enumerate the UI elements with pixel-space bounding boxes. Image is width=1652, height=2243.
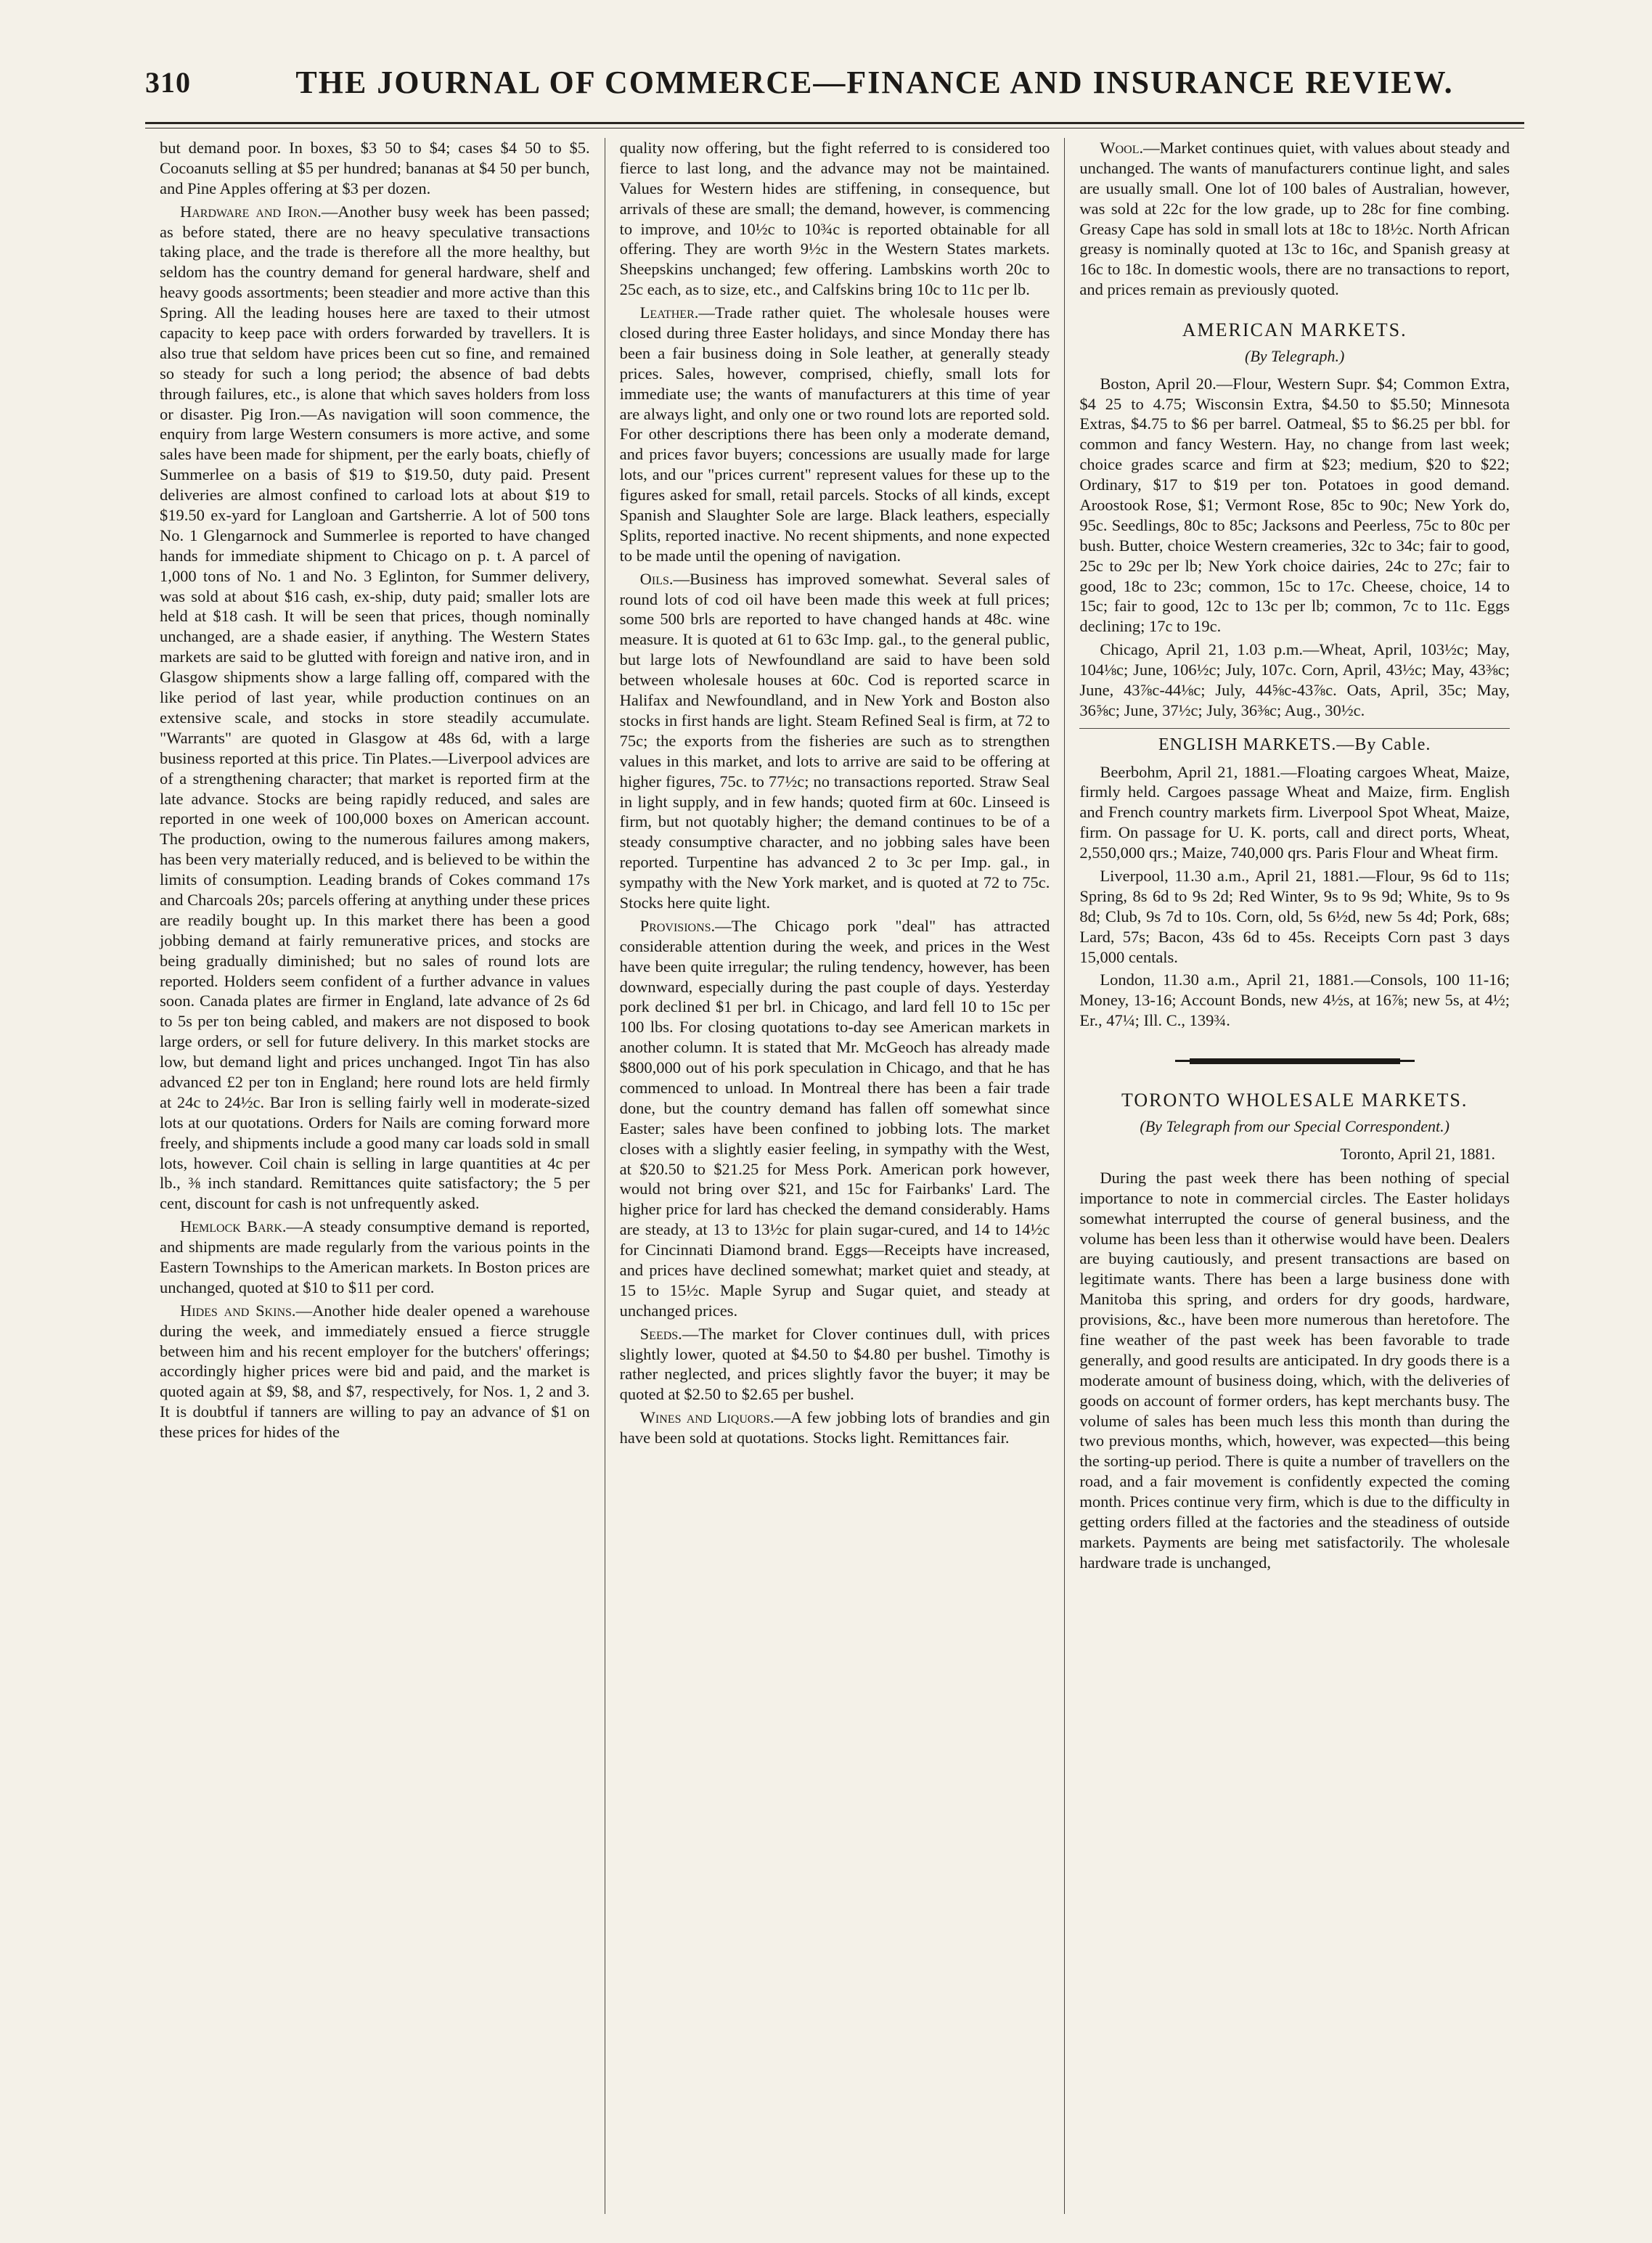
section-head-hardware: Hardware and Iron. [180, 202, 322, 221]
page-header [145, 57, 1517, 107]
section-body-hardware: —Another busy week has been passed; as before stated, there are no heavy speculative transactions taking place, and the trade is therefore all the more healthy, but seldom has the country demand for general hardware, shelf and heavy goods assortments; been steadier and more active than this Spring. All the leading houses here are taxed to their utmost capacity to keep pace with orders forwarded by travellers. It is also true that seldom have prices been cut so fine, and remained so steady for such a long period; the absence of bad debts through failures, etc., is alone that which saves holders from loss or disaster. Pig Iron.—As navigation will soon commence, the enquiry from large Western consumers is more active, and some sales have been made for shipment, per the early boats, chiefly of Summerlee on a basis of $19 to $19.50, duty paid. Present deliveries are almost confined to carload lots at about $19 to $19.50 ex-yard for Langloan and Gartsherrie. A lot of 500 tons No. 1 Glengarnock and Summerlee is reported to have changed hands for immediate shipment to Chicago on p. t. A parcel of 1,000 tons of No. 1 and No. 3 Eglinton, for Summer delivery, was sold at about $16 cash, ex-ship, duty paid; smaller lots are held at $18 cash. It will be seen that prices, though nominally unchanged, are a shade easier, if anything. The Western States markets are said to be glutted with foreign and native iron, and in Glasgow shipments show a large falling off, compared with the like period of last year, while production continues on an extensive scale, and stocks in store steadily accumulate. "Warrants" are quoted in Glasgow at 48s 6d, with a large business reported at this price. Tin Plates.—Liverpool advices are of a strengthening character; that market is reported firm at the late advance. Stocks are being rapidly reduced, and sales are reported in one week of 100,000 boxes on American account. The production, owing to the numerous failures among makers, has been very materially reduced, and is believed to be within the limits of consumption. Leading brands of Cokes command 17s and Charcoals 20s; parcels offering at anything under these prices are readily bought up. In this market there has been a good jobbing demand at fairly remunerative prices, and stocks are being gradually diminished; but no sales of round lots are reported. Holders seem confident of a further advance in values soon. Canada plates are firmer in England, late advance of 2s 6d to 5s per ton being cabled, and makers are not disposed to book large orders, or sell for future delivery. In this market stocks are low, but demand light and prices unchanged. Ingot Tin has also advanced £2 per ton in England; here round lots are held firmly at 24c to 24½c. Bar Iron is selling fairly well in moderate-sized lots at our quotations. Orders for Nails are coming forward more freely, and shipments include a good many car loads sold in small lots, however. Coil chain is selling in large quantities at 4c per lb., ⅜ inch standard. Remittances quite satisfactory; the 5 per cent, discount for cash is not unfrequently asked. [160, 202, 590, 1213]
paragraph-hides [160, 1301, 590, 1442]
section-divider-ornament [1175, 1055, 1415, 1067]
paragraph-seeds [620, 1324, 1050, 1405]
article-columns [145, 138, 1524, 2214]
toronto-dateline: Toronto, April 21, 1881. [1340, 1144, 1496, 1163]
paragraph-leather [620, 303, 1050, 566]
column-3 [1064, 138, 1524, 2214]
section-head-leather: Leather. [639, 303, 699, 322]
column-1 [145, 138, 605, 2214]
section-head-wines: Wines and Liquors. [639, 1408, 774, 1427]
english-markets-title: ENGLISH MARKETS.—By Cable. [1079, 728, 1510, 756]
paragraph-wines [620, 1408, 1050, 1448]
paragraph-boston: Boston, April 20.—Flour, Western Supr. $4; Common Extra, $4 25 to 4.75; Wisconsin Extra, $4.50 to $5.50; Minnesota Extras, $4.75 to $6 per barrel. Oatmeal, $5 to $6.25 per bbl. for common and fancy Western. Hay, no change from last week; choice grades scarce and firm at $23; medium, $20 to $22; Ordinary, $17 to $19 per ton. Potatoes in good demand. Aroostook Rose, $1; Vermont Rose, 85c to 90c; New York do, 95c. Seedlings, 80c to 85c; Jacksons and Peerless, 75c to 80c per bush. Butter, choice Western creameries, 32c to 34c; fair to good, 25c to 29c per lb; New York choice dairies, 24c to 27c; fair to good, 18c to 23c; common, 15c to 17c. Cheese, choice, 14 to 15c; fair to good, 12c to 13c per lb; common, 7c to 11c. Eggs declining; 17c to 19c. [1079, 374, 1510, 636]
section-body-wool: —Market continues quiet, with values about steady and unchanged. The wants of manufacturers continue light, and sales are usually small. One lot of 100 bales of Australian, however, was sold at 22c for the low grade, up to 28c for fine combing. Greasy Cape has sold in small lots at 18c to 18½c. North African greasy is nominally quoted at 13c to 16c, and Spanish greasy at 16c to 18c. In domestic wools, there are no transactions to report, and prices remain as previously quoted. [1079, 139, 1510, 299]
paragraph-beerbohm: Beerbohm, April 21, 1881.—Floating cargoes Wheat, Maize, firmly held. Cargoes passage Wheat and Maize, firm. English and French country markets firm. Liverpool Spot Wheat, Maize, firm. On passage for U. K. ports, call and direct ports, Wheat, 2,550,000 qrs.; Maize, 740,000 qrs. Paris Flour and Wheat firm. [1079, 762, 1510, 862]
section-body-hides: —Another hide dealer opened a warehouse during the week, and immediately ensued a fierce struggle between him and his recent employer for the butchers' offerings; accordingly higher prices were bid and paid, and the market is quoted again at $9, $8, and $7, respectively, for Nos. 1, 2 and 3. It is doubtful if tanners are willing to pay an advance of $1 on these prices for hides of the [160, 1301, 590, 1442]
section-head-wool: Wool. [1100, 139, 1144, 157]
section-head-provisions: Provisions. [639, 916, 716, 935]
toronto-markets-subtitle: (By Telegraph from our Special Correspondent.) [1140, 1117, 1449, 1136]
section-head-oils: Oils. [639, 569, 674, 588]
section-body-hemlock: —A steady consumptive demand is reported, and shipments are made regularly from the various points in the Eastern Townships to the American markets. In Boston prices are unchanged, quoted at $10 to $11 per cord. [160, 1217, 590, 1296]
paragraph-hardware [160, 202, 590, 1214]
section-body-leather: —Trade rather quiet. The wholesale houses were closed during three Easter holidays, and since Monday there has been a fair business doing in Sole leather, at generally steady prices. Sales, however, comprised, chiefly, small lots for immediate use; the wants of manufacturers at this time of year are always light, and only one or two round lots are reported sold. For other descriptions there has been only a moderate demand, and prices favor buyers; concessions are usually made for large lots, and our "prices current" represent values for these up to the figures asked for small, retail parcels. Stocks of all kinds, except Spanish and Slaughter Sole are large. Black leathers, especially Splits, reported inactive. No recent shipments, and none expected to be made until the opening of navigation. [619, 303, 1050, 565]
paragraph-london: London, 11.30 a.m., April 21, 1881.—Consols, 100 11-16; Money, 13-16; Account Bonds, new 4½s, at 16⅞; new 5s, at 4½; Er., 47¼; Ill. C., 139¾. [1079, 971, 1510, 1030]
paragraph-wool [1079, 138, 1510, 300]
paragraph-toronto: During the past week there has been nothing of special importance to note in commercial circles. The Easter holidays somewhat interrupted the course of general business, and the volume has been less than it otherwise would have been. Dealers are buying cautiously, and present transactions are based on legitimate wants. There has been a large business done with Manitoba this spring, and orders for dry goods, hardware, provisions, &c., have been more numerous than heretofore. The fine weather of the past week has been favorable to trade generally, and good results are anticipated. In dry goods there is a moderate amount of business doing, which, with the deliveries of goods on account of former orders, has kept merchants busy. The volume of sales has been much less this month than during the two previous months, which, however, was expected—this being the sorting-up period. There is quite a number of travellers on the road, and a fair movement is confidently expected the coming month. Prices continue very firm, which is due to the difficulty in getting orders filled at the factories and the steadiness of outside markets. Payments are being met satisfactorily. The wholesale hardware trade is unchanged, [1079, 1168, 1510, 1572]
paragraph-hides-cont: quality now offering, but the fight referred to is considered too fierce to last long, and the advance may not be maintained. Values for Western hides are stiffening, in consequence, but arrivals of these are small; the demand, however, is commencing to improve, and 10½c to 10¾c is reported obtainable for all offering. They are worth 9½c in the Western States markets. Sheepskins unchanged; few offering. Lambskins worth 20c to 25c each, as to size, etc., and Calfskins bring 10c to 11c per lb. [619, 139, 1050, 299]
paragraph-liverpool: Liverpool, 11.30 a.m., April 21, 1881.—Flour, 9s 6d to 11s; Spring, 8s 6d to 9s 2d; Red Winter, 9s to 9s 9d; White, 9s to 9s 8d; Club, 9s 7d to 10s. Corn, old, 5s 6½d, new 5s 4d; Pork, 68s; Lard, 57s; Bacon, 43s 6d to 45s. Receipts Corn past 3 days 15,000 centals. [1079, 866, 1510, 966]
column-2 [605, 138, 1065, 2214]
paragraph-hemlock [160, 1217, 590, 1298]
section-body-seeds: —The market for Clover continues dull, with prices slightly lower, quoted at $4.50 to $4.80 per bushel. Timothy is rather neglected, and prices slightly favor the buyer; it may be quoted at $2.50 to $2.65 per bushel. [619, 1324, 1050, 1404]
section-body-provisions: —The Chicago pork "deal" has attracted considerable attention during the week, and prices in the West have been quite irregular; the ruling tendency, however, has been downward, especially during the past couple of days. Yesterday pork declined $1 per brl. in Chicago, and lard fell 10 to 15c per 100 lbs. For closing quotations to-day see American markets in another column. It is stated that Mr. McGeoch has already made $800,000 out of his pork speculation in Chicago, and that he has commenced to unload. In Montreal there has been a fair trade done, but the country demand has fallen off somewhat since Easter; sales have been confined to jobbing lots. The market closes with a slightly easier feeling, in sympathy with the West, at $20.50 to $21.25 for Mess Pork. American pork however, would not bring over $21, and 15c for Fairbanks' Lard. The higher price for lard has checked the demand considerably. Hams are steady, at 13 to 13½c for plain sugar-cured, and 14 to 14½c for Cincinnati Diamond brand. Eggs—Receipts have increased, and prices have declined somewhat; market quiet and steady, at 15 to 15½c. Maple Syrup and Sugar quiet, and steady at unchanged prices. [619, 916, 1050, 1320]
paragraph-chicago: Chicago, April 21, 1.03 p.m.—Wheat, April, 103½c; May, 104⅛c; June, 106½c; July, 107c. Corn, April, 43½c; May, 43⅜c; June, 43⅞c-44⅛c; July, 44⅝c-43⅞c. Oats, April, 35c; May, 36⅝c; June, 37½c; July, 36⅜c; Aug., 30½c. [1079, 640, 1510, 719]
section-body-wines: —A few jobbing lots of brandies and gin have been sold at quotations. Stocks light. Remittances fair. [619, 1408, 1050, 1447]
paragraph-fruit: but demand poor. In boxes, $3 50 to $4; cases $4 50 to $5. Cocoanuts selling at $5 per hundred; bananas at $4 50 per bunch, and Pine Apples offering at $3 per dozen. [160, 139, 590, 197]
header-rule [145, 122, 1524, 128]
paragraph-oils [620, 569, 1050, 913]
section-head-hides: Hides and Skins. [180, 1301, 296, 1320]
section-body-oils: —Business has improved somewhat. Several sales of round lots of cod oil have been made this week at full prices; some 500 brls are reported to have changed hands at 48c. wine measure. It is quoted at 61 to 63c Imp. gal., to the general public, but large lots of Newfoundland are said to have been sold between wholesale houses at 60c. Cod is reported scarce in Halifax and Newfoundland, and in New York and Boston also stocks in first hands are light. Steam Refined Seal is firm, at 72 to 75c; the exports from the fisheries are such as to strengthen values in this market, and lots to arrive are said to be offering at higher figures, 75c. to 77½c; no transactions reported. Straw Seal in light supply, and in few hands; quoted firm at 60c. Linseed is firm, but not quotably higher; the demand continues to be of a steady consumptive character, and no jobbing sales have been reported. Turpentine has advanced 2 to 3c per Imp. gal., in sympathy with the New York market, and is quoted at 72 to 75c. Stocks here quite light. [619, 569, 1050, 912]
masthead-title: THE JOURNAL OF COMMERCE—FINANCE AND INSURANCE REVIEW. [295, 64, 1454, 100]
toronto-markets-title: TORONTO WHOLESALE MARKETS. [1121, 1090, 1468, 1111]
american-markets-subtitle: (By Telegraph.) [1245, 347, 1345, 366]
american-markets-title: AMERICAN MARKETS. [1182, 319, 1407, 341]
page-number: 310 [145, 65, 191, 99]
section-head-hemlock: Hemlock Bark. [180, 1217, 287, 1236]
paragraph-provisions [620, 916, 1050, 1321]
section-head-seeds: Seeds. [639, 1324, 682, 1343]
